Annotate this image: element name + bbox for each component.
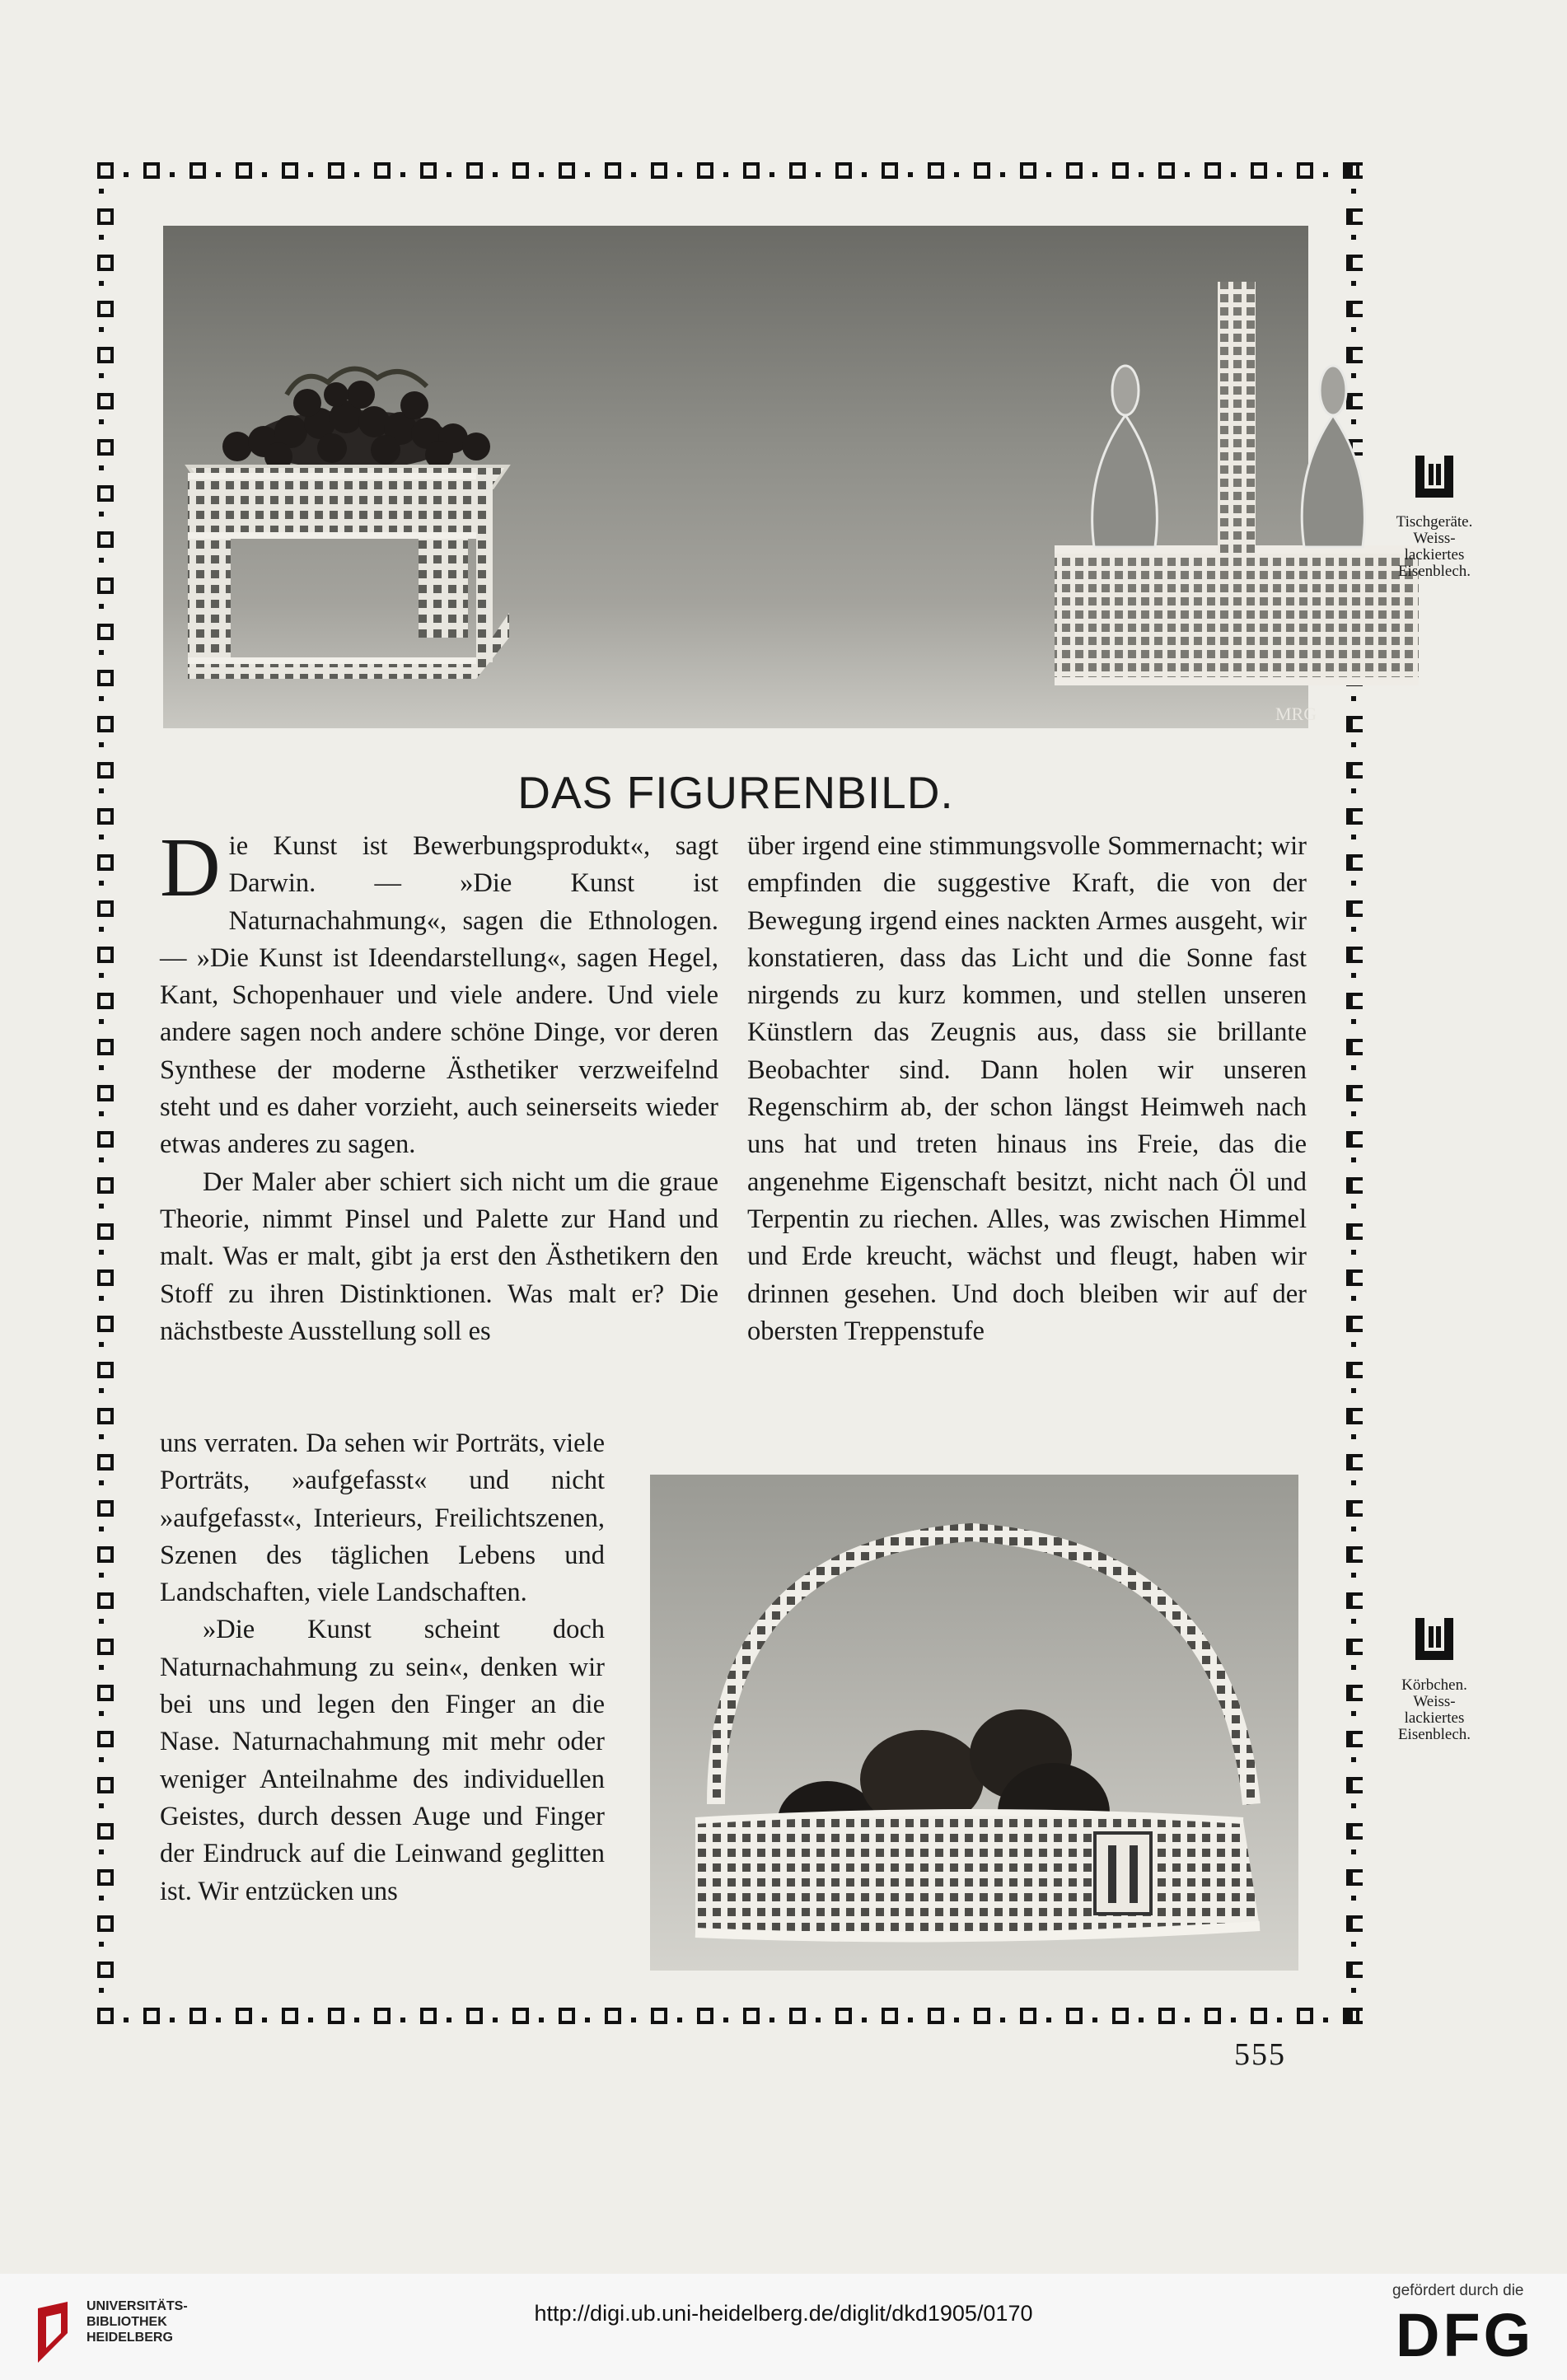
caption-top-line: Weiss- bbox=[1413, 530, 1456, 547]
caption-bottom-line: Eisenblech. bbox=[1397, 1726, 1471, 1743]
caption-bottom-line: Weiss- bbox=[1413, 1693, 1456, 1710]
page-number: 555 bbox=[1234, 2037, 1286, 2072]
text-column-right bbox=[747, 828, 1307, 1350]
maker-mark-icon bbox=[1414, 1616, 1455, 1662]
caption-top bbox=[1381, 514, 1488, 580]
paragraph: uns verraten. Da sehen wir Porträts, viele Porträts, »aufgefasst« und nicht »aufgefasst«, Interieurs, Freilichtszenen, Szenen des täglichen Lebens und Landschaften, viele Landschaften. bbox=[160, 1428, 605, 1608]
photo-basket bbox=[650, 1475, 1298, 1971]
source-url-link[interactable]: http://digi.ub.uni-heidelberg.de/diglit/dkd1905/0170 bbox=[534, 2301, 1033, 2326]
paragraph: »Die Kunst scheint doch Naturnachahmung zu sein«, denken wir bei uns und legen den Finger an die Nase. Naturnachahmung mit mehr oder weniger Anteilnahme des individuellen Geistes, durch dessen Auge und Finger der Eindruck auf die Leinwand geglitten ist. Wir entzücken uns bbox=[160, 1615, 605, 1906]
paragraph: ie Kunst ist Bewerbungsprodukt«, sagt Darwin. — »Die Kunst ist Naturnachahmung«, sagen die Ethnologen. — »Die Kunst ist Ideendarstellung«, sagen Hegel, Kant, Schopenhauer und viele andere. Und viele andere sagen noch andere schöne Dinge, vor deren Synthese der moderne Ästhetiker verzweifelnd steht und es daher vorzieht, auch seinerseits wieder etwas anderes zu sagen. bbox=[160, 831, 718, 1160]
footer-bar bbox=[0, 2274, 1567, 2380]
article-title: DAS FIGURENBILD. bbox=[517, 767, 954, 818]
maker-mark-icon bbox=[1414, 454, 1455, 499]
caption-top-line: lackiertes bbox=[1404, 546, 1465, 563]
caption-top-line: Eisenblech. bbox=[1397, 563, 1471, 580]
text-column-left bbox=[160, 821, 718, 1350]
paragraph: über irgend eine stimmungsvolle Sommernacht; wir empfinden die suggestive Kraft, die von der Bewegung irgend eines nackten Armes ausgeht, wir konstatieren, dass das Licht und die Sonne fast nirgends zu kurz kommen, und stellen unseren Künstlern das Zeugnis aus, dass sie brillante Beobachter sind. Dann holen wir unseren Regenschirm ab, der schon längst Heimweh nach uns hat und treten hinaus ins Freie, das die angenehme Eigenschaft besitzt, nicht nach Öl und Terpentin zu riechen. Alles, was zwischen Himmel und Erde kreucht, wächst und fleugt, haben wir drinnen gesehen. Und doch bleiben wir auf der obersten Treppenstufe bbox=[747, 831, 1307, 1346]
photo-table-utensils bbox=[163, 226, 1317, 728]
caption-top-line: Tischgeräte. bbox=[1396, 513, 1473, 531]
dfg-logo: DFG bbox=[1396, 2301, 1535, 2369]
funding-note: gefördert durch die bbox=[1392, 2282, 1524, 2299]
library-name-line: BIBLIOTHEK bbox=[87, 2315, 167, 2329]
caption-bottom-line: lackiertes bbox=[1404, 1709, 1465, 1727]
text-column-left-narrow bbox=[160, 1425, 605, 1910]
caption-bottom bbox=[1381, 1677, 1488, 1743]
photo-signature: MRG bbox=[1275, 704, 1317, 724]
paragraph: Der Maler aber schiert sich nicht um die graue Theorie, nimmt Pinsel und Palette zur Hand und malt. Was er malt, gibt ja erst den Ästhetikern den Stoff zu ihren Distinktionen. Was malt er? Die nächstbeste Ausstellung soll es bbox=[160, 1167, 718, 1346]
library-name-line: UNIVERSITÄTS- bbox=[87, 2299, 188, 2313]
caption-bottom-line: Körbchen. bbox=[1401, 1676, 1467, 1694]
drop-cap: D bbox=[160, 821, 221, 914]
library-name-line: HEIDELBERG bbox=[87, 2331, 173, 2345]
